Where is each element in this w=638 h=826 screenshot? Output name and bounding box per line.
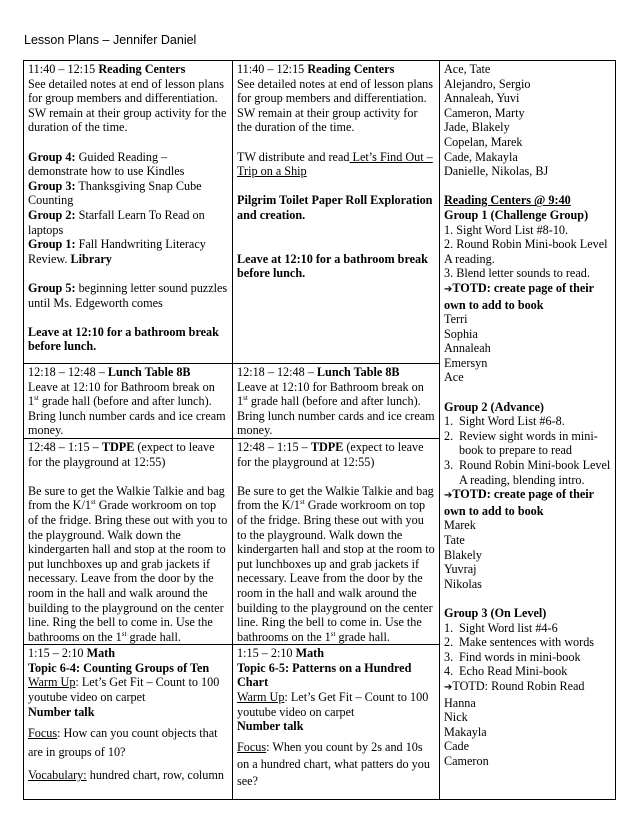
- student-name: Cameron: [444, 753, 489, 768]
- totd-note: TOTD: create page of their own to add to book: [444, 280, 594, 312]
- tdpe-directions: Be sure to get the Walkie Talkie and bag from the K/1: [28, 483, 225, 513]
- block-title: Math: [86, 646, 116, 661]
- number-talk: Number talk: [28, 704, 95, 719]
- list-number: 3.: [444, 458, 454, 473]
- ordinal-suffix: st: [330, 629, 336, 638]
- reading-centers-cell-day2: [233, 61, 440, 364]
- vocabulary-label: Vocabulary:: [28, 768, 87, 783]
- list-text: Sight Word list #4-6: [459, 620, 558, 635]
- group-activity: Thanksgiving Snap Cube Counting: [28, 178, 202, 208]
- student-pair: Ace, Tate: [444, 62, 491, 76]
- group-label: Group 1:: [28, 237, 76, 252]
- group-title: Group 1 (Challenge Group): [444, 207, 589, 222]
- list-text: Find words in mini-book: [459, 649, 581, 664]
- block-notes: See detailed notes at end of lesson plans for group members and differentiation. SW remain at their group activity for the duration of the time.: [28, 76, 227, 135]
- student-name: Annaleah: [444, 341, 491, 356]
- reading-centers-cell-day1: [24, 61, 233, 364]
- list-item: 3. Blend letter sounds to read.: [444, 266, 590, 281]
- student-pairs-list: [444, 62, 611, 179]
- math-cell-day2: [233, 645, 440, 800]
- leave-note: Leave at 12:10 for a bathroom break before lunch.: [28, 324, 219, 354]
- list-item: [444, 650, 611, 665]
- tdpe-directions: Be sure to get the Walkie Talkie and bag from the K/1: [237, 483, 434, 513]
- list-number: 1.: [444, 414, 454, 429]
- block-title: Reading Centers: [307, 62, 395, 76]
- group-members: [444, 312, 611, 385]
- list-item: [444, 458, 611, 487]
- block-title: TDPE: [101, 439, 135, 454]
- student-name: Blakely: [444, 547, 482, 562]
- lunch-note: Leave at 12:10 for Bathroom break on 1: [28, 379, 215, 409]
- number-talk: Number talk: [237, 719, 304, 734]
- list-number: 3.: [444, 649, 454, 664]
- centers-schedule-title: Reading Centers @ 9:40: [444, 193, 571, 208]
- group-label: Group 3:: [28, 178, 76, 193]
- student-pair: Cade, Makayla: [444, 149, 518, 164]
- student-pair: Jade, Blakely: [444, 120, 510, 135]
- lunch-note: Leave at 12:10 for Bathroom break on 1: [237, 379, 424, 409]
- group-tasks: [444, 223, 611, 281]
- student-pair: Danielle, Nikolas, BJ: [444, 164, 549, 179]
- table-row: [24, 61, 616, 364]
- lesson-plan-table: [23, 60, 616, 800]
- tdpe-cell-day2: [233, 438, 440, 644]
- student-name: Nick: [444, 710, 468, 725]
- list-number: 1.: [444, 620, 454, 635]
- warm-up-label: Warm Up: [237, 690, 285, 705]
- student-pair: Cameron, Marty: [444, 105, 525, 120]
- student-name: Nikolas: [444, 576, 482, 591]
- block-note: (expect to leave for the playground at 12:55): [28, 439, 215, 469]
- student-name: Sophia: [444, 326, 478, 341]
- student-name: Emersyn: [444, 355, 488, 370]
- focus-text: : How can you count objects that are in groups of 10?: [28, 726, 218, 760]
- block-notes: See detailed notes at end of lesson plans for group members and differentiation. SW remain at their group activity for the duration of the time.: [237, 76, 433, 135]
- group-tasks: [444, 414, 611, 487]
- group-activity: Fall Handwriting Literacy Review.: [28, 237, 206, 266]
- right-arrow-icon: ➔: [444, 681, 453, 693]
- student-name: Hanna: [444, 695, 476, 710]
- group-label: Group 4:: [28, 149, 76, 164]
- list-item: [444, 664, 611, 679]
- group-activity: beginning letter sound puzzles until Ms. Edgeworth comes: [28, 280, 228, 310]
- totd-note: TOTD: create page of their own to add to book: [444, 487, 594, 518]
- time-range: 11:40 – 12:15: [28, 62, 99, 76]
- focus-text: : When you count by 2s and 10s on a hundred chart, what patters do you see?: [237, 739, 430, 788]
- tdpe-cell-day1: [24, 438, 233, 644]
- lunch-note: grade hall (before and after lunch). Bring lunch number cards and ice cream money.: [28, 394, 226, 438]
- student-name: Marek: [444, 518, 476, 533]
- tdpe-directions: grade hall.: [335, 629, 390, 644]
- block-title: Math: [295, 646, 325, 661]
- ordinal-suffix: st: [243, 394, 248, 403]
- lunch-note: grade hall (before and after lunch). Bring lunch number cards and ice cream money.: [237, 394, 435, 438]
- student-name: Terri: [444, 312, 468, 327]
- focus-label: Focus: [237, 739, 267, 754]
- math-topic: Topic 6-4: Counting Groups of Ten: [28, 660, 210, 675]
- focus-label: Focus: [28, 726, 58, 741]
- book-title: Let’s Find Out – Trip on a Ship: [237, 149, 433, 179]
- block-title: TDPE: [310, 439, 344, 454]
- student-name: Makayla: [444, 724, 487, 739]
- warm-up-text: : Let’s Get Fit – Count to 100 youtube video on carpet: [28, 675, 220, 705]
- list-text: Round Robin Mini-book Level A reading, blending intro.: [459, 458, 611, 487]
- student-name: Ace: [444, 370, 464, 385]
- group-title: Group 3 (On Level): [444, 605, 547, 620]
- right-arrow-icon: ➔: [444, 283, 453, 295]
- group-members: [444, 518, 611, 591]
- student-name: Tate: [444, 533, 465, 547]
- time-range: 1:15 – 2:10: [237, 646, 296, 661]
- math-cell-day1: [24, 645, 233, 800]
- groups-cell: [440, 61, 616, 800]
- group-label: Group 5:: [28, 280, 76, 295]
- group-activity: Starfall Learn To Read on laptops: [28, 207, 205, 237]
- list-item: 1. Sight Word List #8-10.: [444, 222, 569, 237]
- read-aloud-note: TW distribute and read: [237, 149, 350, 164]
- group-activity: Guided Reading – demonstrate how to use Kindles: [28, 149, 185, 179]
- list-item: [444, 414, 611, 429]
- ordinal-suffix: st: [34, 394, 39, 403]
- group-location: Library: [70, 251, 112, 266]
- list-text: Sight Word List #6-8.: [459, 414, 565, 429]
- group-label: Group 2:: [28, 207, 76, 222]
- block-title: Lunch Table 8B: [107, 365, 191, 379]
- student-name: Yuvraj: [444, 562, 477, 577]
- list-text: Make sentences with words: [459, 635, 595, 650]
- math-topic: Topic 6-5: Patterns on a Hundred Chart: [237, 660, 412, 690]
- student-pair: Alejandro, Sergio: [444, 76, 531, 91]
- warm-up-label: Warm Up: [28, 675, 76, 690]
- tdpe-directions: grade hall.: [126, 629, 181, 644]
- list-number: 4.: [444, 664, 454, 679]
- list-number: 2.: [444, 635, 454, 650]
- page-header: Lesson Plans – Jennifer Daniel: [24, 33, 197, 47]
- list-text: Review sight words in mini-book to prepare to read: [459, 428, 598, 458]
- vocabulary-text: hundred chart, row, column: [86, 768, 224, 783]
- list-number: 2.: [444, 428, 454, 443]
- group-members: [444, 696, 611, 769]
- time-range: 11:40 – 12:15: [237, 62, 308, 76]
- student-name: Cade: [444, 739, 470, 754]
- lunch-cell-day2: [233, 364, 440, 439]
- time-range: 12:48 – 1:15 –: [28, 439, 102, 454]
- group-tasks: [444, 621, 611, 679]
- list-text: Echo Read Mini-book: [459, 664, 568, 679]
- student-pair: Annaleah, Yuvi: [444, 91, 520, 106]
- group-title: Group 2 (Advance): [444, 399, 544, 414]
- time-range: 12:48 – 1:15 –: [237, 439, 311, 454]
- tdpe-directions: Grade workroom on top of the fridge. Bring these out with you to the playground. Walk down the kindergarten hall and stop at the room to put lunchboxes up and grab jackets if necessary. Leave from the door by the room in the hall and walk around the building to the playground on the center line. Ring the bell to come in. Use the bathrooms on the 1: [28, 498, 228, 644]
- ordinal-suffix: st: [90, 498, 96, 507]
- lunch-cell-day1: [24, 364, 233, 439]
- totd-note: TOTD: Round Robin Read: [452, 678, 585, 693]
- list-item: [444, 621, 611, 636]
- list-item: [444, 429, 611, 458]
- tdpe-directions: Grade workroom on top of the fridge. Bring these out with you to the playground. Walk down the kindergarten hall and stop at the room to put lunchboxes up and grab jackets if necessary. Leave from the door by the room in the hall and walk around the building to the playground on the center line. Ring the bell to come in. Use the bathrooms on the 1: [237, 498, 435, 644]
- time-range: 1:15 – 2:10: [28, 646, 87, 661]
- time-range: 12:18 – 12:48 –: [237, 365, 317, 379]
- block-title: Reading Centers: [98, 62, 186, 76]
- right-arrow-icon: ➔: [444, 490, 453, 502]
- block-note: (expect to leave for the playground at 12:55): [237, 439, 424, 469]
- ordinal-suffix: st: [121, 629, 127, 638]
- time-range: 12:18 – 12:48 –: [28, 365, 108, 379]
- list-item: 2. Round Robin Mini-book Level A reading.: [444, 237, 608, 266]
- list-item: [444, 635, 611, 650]
- ordinal-suffix: st: [299, 498, 305, 507]
- warm-up-text: : Let’s Get Fit – Count to 100 youtube video on carpet: [237, 690, 429, 719]
- student-pair: Copelan, Marek: [444, 134, 523, 149]
- block-title: Lunch Table 8B: [316, 365, 400, 379]
- activity-title: Pilgrim Toilet Paper Roll Exploration and creation.: [237, 193, 433, 222]
- leave-note: Leave at 12:10 for a bathroom break before lunch.: [237, 251, 428, 281]
